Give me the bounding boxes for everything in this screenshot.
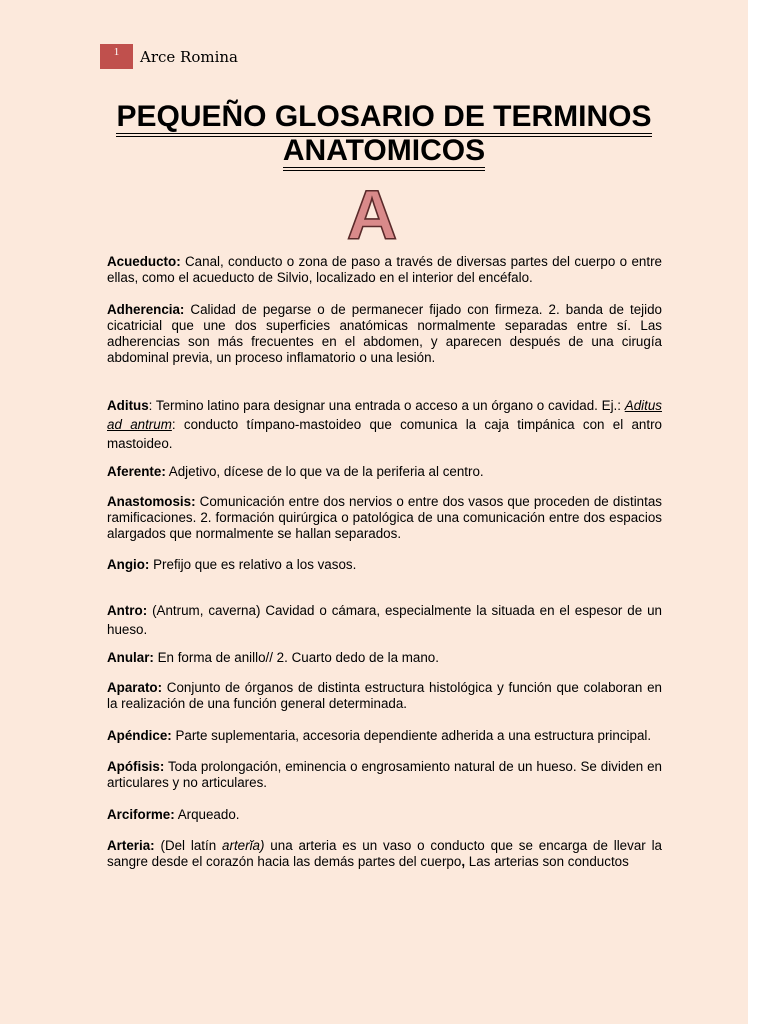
entry-definition: Toda prolongación, eminencia o engrosamiento natural de un hueso. Se dividen en articulares y no articulares. [107, 759, 662, 790]
glossary-entry [107, 302, 662, 366]
entry-term: Arciforme: [107, 807, 175, 822]
glossary-entry [107, 494, 662, 542]
title-line-1: PEQUEÑO GLOSARIO DE TERMINOS [116, 100, 651, 137]
entry-term: Adherencia: [107, 302, 185, 317]
entry-definition-cont: una arteria es un vaso o conducto que se encarga de llevar la sangre desde el corazón hacia las demás partes del cuerpo [107, 838, 662, 869]
entry-latin-word: arterĭa) [222, 838, 265, 853]
entry-definition: Prefijo que es relativo a los vasos. [149, 557, 357, 572]
entry-term: Antro: [107, 603, 148, 618]
entry-term: Apéndice: [107, 728, 172, 743]
entry-definition: Canal, conducto o zona de paso a través de diversas partes del cuerpo o entre ellas, como el acueducto de Silvio, localizado en el interior del encéfalo. [107, 254, 662, 285]
glossary-entry [107, 650, 662, 666]
entry-definition: Conjunto de órganos de distinta estructura histológica y función que colaboran en la realización de una función general determinada. [107, 680, 662, 711]
entry-term: Aferente: [107, 464, 166, 479]
section-letter: A [346, 180, 398, 250]
glossary-entry [107, 464, 662, 480]
entry-term: Aditus [107, 398, 149, 413]
entry-comma: , [461, 854, 466, 869]
glossary-entry [107, 680, 662, 712]
glossary-entry [107, 557, 662, 573]
glossary-entry [107, 807, 662, 823]
glossary-entry [107, 396, 662, 453]
entry-term: Anastomosis: [107, 494, 196, 509]
glossary-entry [107, 601, 662, 639]
entry-definition: En forma de anillo// 2. Cuarto dedo de la mano. [153, 650, 439, 665]
entry-definition: Parte suplementaria, accesoria dependiente adherida a una estructura principal. [171, 728, 652, 743]
entry-term: Aparato: [107, 680, 163, 695]
entry-term: Acueducto: [107, 254, 181, 269]
entry-definition-cont: Las arterias son conductos [465, 854, 629, 869]
glossary-entries [107, 254, 662, 870]
title-line-2: ANATOMICOS [283, 134, 485, 171]
entry-definition: Arqueado. [174, 807, 240, 822]
glossary-entry [107, 254, 662, 286]
entry-definition: : Termino latino para designar una entrada o acceso a un órgano o cavidad. Ej.: [148, 398, 621, 413]
glossary-entry [107, 838, 662, 870]
entry-definition: (Antrum, caverna) Cavidad o cámara, especialmente la situada en el espesor de un hueso. [107, 603, 662, 637]
glossary-entry [107, 728, 662, 744]
entry-definition: (Del latín [154, 838, 223, 853]
page-header [100, 44, 238, 69]
document-title [100, 100, 668, 168]
entry-definition-cont: : conducto tímpano-mastoideo que comunica la caja timpánica con el antro mastoideo. [107, 417, 662, 451]
entry-definition: Adjetivo, dícese de lo que va de la periferia al centro. [165, 464, 484, 479]
entry-term: Anular: [107, 650, 154, 665]
entry-term: Apófisis: [107, 759, 165, 774]
entry-example: Aditus ad antrum [107, 398, 662, 432]
page-number-badge: 1 [100, 44, 133, 69]
section-letter-graphic [340, 180, 430, 250]
entry-term: Arteria: [107, 838, 155, 853]
entry-term: Angio: [107, 557, 150, 572]
glossary-entry [107, 759, 662, 791]
entry-definition: Calidad de pegarse o de permanecer fijado con firmeza. 2. banda de tejido cicatricial que une dos superficies anatómicas normalmente separadas entre sí. Las adherencias son más frecuentes en el abdomen, y aparecen después de una cirugía abdominal previa, un proceso inflamatorio o una lesión. [107, 302, 662, 365]
author-name: Arce Romina [140, 47, 238, 66]
entry-definition: Comunicación entre dos nervios o entre dos vasos que proceden de distintas ramificaciones. 2. formación quirúrgica o patológica de una comunicación entre dos espacios alargados que normalmente se hallan separados. [107, 494, 662, 541]
